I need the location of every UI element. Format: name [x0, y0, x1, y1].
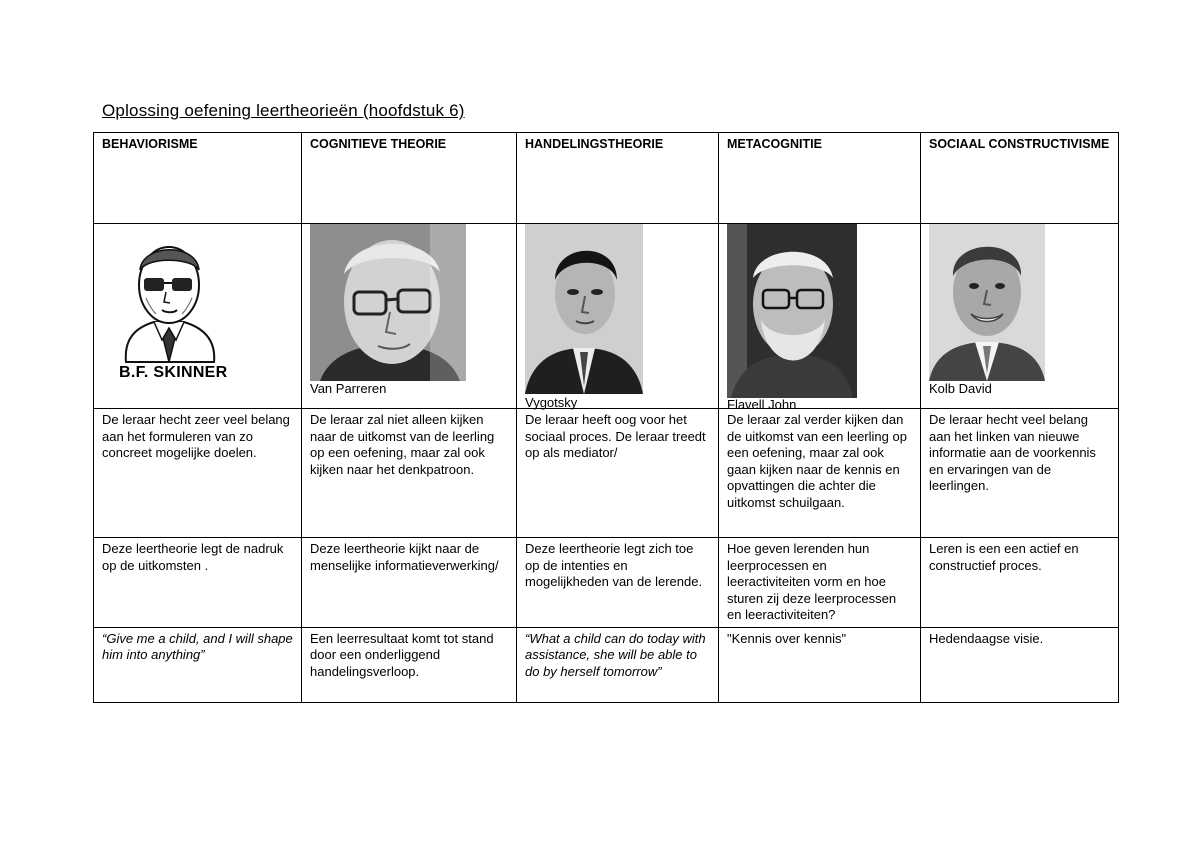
photo-cell [94, 224, 302, 409]
header-cell: METACOGNITIE [719, 133, 921, 224]
photo-caption: Vygotsky [525, 395, 578, 410]
description-cell: De leraar hecht veel belang aan het linken van nieuwe informatie aan de voorkennis en ervaringen van de leerlingen. [921, 409, 1119, 538]
focus-row [94, 538, 1119, 628]
photo-cell [302, 224, 517, 409]
header-cell: SOCIAAL CONSTRUCTIVISME [921, 133, 1119, 224]
description-row [94, 409, 1119, 538]
theories-table [93, 132, 1119, 703]
quote-cell: “What a child can do today with assistance, she will be able to do by herself tomorrow” [517, 627, 719, 702]
quote-row [94, 627, 1119, 702]
focus-cell: Leren is een een actief en constructief proces. [921, 538, 1119, 628]
photo-row [94, 224, 1119, 409]
description-cell: De leraar heeft oog voor het sociaal proces. De leraar treedt op als mediator/ [517, 409, 719, 538]
focus-cell: Deze leertheorie legt de nadruk op de uitkomsten . [94, 538, 302, 628]
photo-cell [517, 224, 719, 409]
skinner-portrait [104, 230, 234, 366]
photo-caption: Kolb David [929, 381, 992, 396]
description-cell: De leraar hecht zeer veel belang aan het formuleren van zo concreet mogelijke doelen. [94, 409, 302, 538]
van-parreren-photo [310, 224, 466, 381]
description-cell: De leraar zal verder kijken dan de uitkomst van een leerling op een oefening, maar zal ook gaan kijken naar de kennis en opvattingen die achter die uitkomst schuilgaan. [719, 409, 921, 538]
vygotsky-photo [525, 224, 643, 394]
photo-caption: Van Parreren [310, 381, 387, 396]
quote-cell: “Give me a child, and I will shape him into anything” [94, 627, 302, 702]
header-cell: HANDELINGSTHEORIE [517, 133, 719, 224]
focus-cell: Hoe geven lerenden hun leerprocessen en leeractiviteiten vorm en hoe sturen zij deze leerprocessen en leeractiviteiten? [719, 538, 921, 628]
quote-cell: "Kennis over kennis" [719, 627, 921, 702]
description-cell: De leraar zal niet alleen kijken naar de uitkomst van de leerling op een oefening, maar zal ook kijken naar het denkpatroon. [302, 409, 517, 538]
quote-cell: Hedendaagse visie. [921, 627, 1119, 702]
photo-cell [921, 224, 1119, 409]
photo-cell [719, 224, 921, 412]
flavell-photo [727, 224, 857, 398]
photo-caption: Flavell John [727, 397, 797, 412]
focus-cell: Deze leertheorie kijkt naar de menselijke informatieverwerking/ [302, 538, 517, 628]
header-cell: COGNITIEVE THEORIE [302, 133, 517, 224]
header-row [94, 133, 1119, 224]
skinner-label: B.F. SKINNER [119, 364, 228, 381]
header-cell: BEHAVIORISME [94, 133, 302, 224]
page-title: Oplossing oefening leertheorieën (hoofdstuk 6) [102, 101, 465, 120]
kolb-photo [929, 224, 1045, 381]
quote-cell: Een leerresultaat komt tot stand door een onderliggend handelingsverloop. [302, 627, 517, 702]
focus-cell: Deze leertheorie legt zich toe op de intenties en mogelijkheden van de lerende. [517, 538, 719, 628]
